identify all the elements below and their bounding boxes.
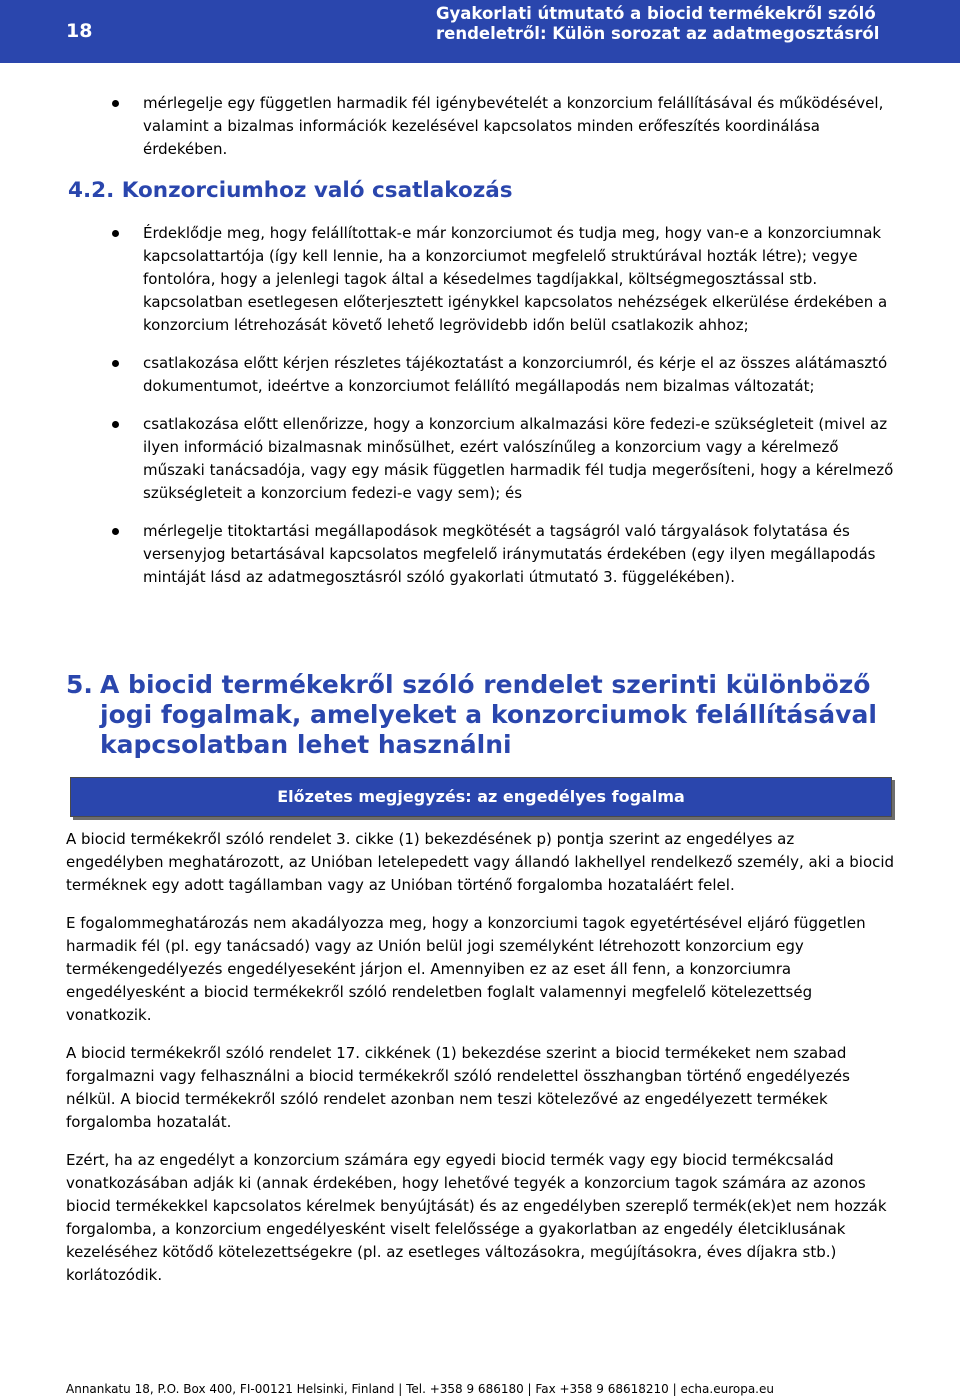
body-text [66,828,896,1302]
paragraph: E fogalommeghatározás nem akadályozza meg, hogy a konzorciumi tagok egyetértésével eljáró független harmadik fél (pl. egy tanácsadó) vagy az Unión belül jogi személyként létrehozott konzorcium egy termékengedélyezés engedélyeseként járjon el. Amennyiben ez az eset áll fenn, a konzorciumra engedélyesként a biocid termékekről szóló rendeletben foglalt valamennyi megfelelő kötelezettség vonatkozik. [66,914,866,1024]
section-title-line: A biocid termékekről szóló rendelet szerinti különböző [100,670,871,699]
page-header [0,0,960,63]
paragraph: A biocid termékekről szóló rendelet 3. cikke (1) bekezdésének p) pontja szerint az engedélyes az engedélyben meghatározott, az Unióban letelepedett vagy állandó lakhellyel rendelkező személy, aki a biocid terméknek egy adott tagállamban vagy az Unióban történő forgalomba hozataláért felel. [66,830,895,894]
document-title-line: Gyakorlati útmutató a biocid termékekről szóló [436,4,876,23]
section-heading [66,670,916,760]
subsection-bullet-list [143,222,898,604]
page-footer: Annankatu 18, P.O. Box 400, FI-00121 Helsinki, Finland | Tel. +358 9 686180 | Fax +358 9 68618210 | echa.europa.eu [66,1382,774,1396]
bullet-item: mérlegelje titoktartási megállapodások megkötését a tagságról való tárgyalások folytatása és versenyjog betartásával kapcsolatos megfelelő iránymutatás érdekében (egy ilyen megállapodás mintáját lásd az adatmegosztásról szóló gyakorlati útmutató 3. függelékében). [143,520,898,589]
note-box [70,777,892,817]
bullet-item: mérlegelje egy független harmadik fél igénybevételét a konzorcium felállításával és működésével, valamint a bizalmas információk kezelésével kapcsolatos minden erőfeszítés koordinálása érdekében. [143,92,898,161]
subsection-heading: 4.2. Konzorciumhoz való csatlakozás [68,178,513,203]
page-number: 18 [66,20,93,42]
paragraph: A biocid termékekről szóló rendelet 17. cikkének (1) bekezdése szerint a biocid termékeket nem szabad forgalmazni vagy felhasználni a biocid termékekről szóló rendelettel összhangban történő engedélyezés nélkül. A biocid termékekről szóló rendelet azonban nem teszi kötelezővé az engedélyezett termékek forgalomba hozatalát. [66,1044,850,1131]
document-title [436,4,936,44]
bullet-item: csatlakozása előtt ellenőrizze, hogy a konzorcium alkalmazási köre fedezi-e szükségleteit (mivel az ilyen információ bizalmasnak minősülhet, ezért valószínűleg a konzorcium vagy a kérelmező műszaki tanácsadója, vagy egy másik független harmadik fél tudja megerősíteni, hogy a kérelmező szükségleteit a konzorcium fedezi-e vagy sem); és [143,413,898,505]
paragraph: Ezért, ha az engedélyt a konzorcium számára egy egyedi biocid termék vagy egy biocid termékcsalád vonatkozásában adják ki (annak érdekében, hogy lehetővé tegyék a konzorcium tagok számára az azonos biocid termékekkel kapcsolatos kérelmek benyújtását) és az engedélyben szereplő termék(ek)et nem hozzák forgalomba, a konzorcium engedélyesként viselt felelőssége a gyakorlatban az engedély életciklusának kezeléséhez kötődő kötelezettségekre (pl. az esetleges változásokra, megújításokra, éves díjakra stb.) korlátozódik. [66,1151,887,1284]
bullet-item: csatlakozása előtt kérjen részletes tájékoztatást a konzorciumról, és kérje el az összes alátámasztó dokumentumot, ideértve a konzorciumot felállító megállapodás nem bizalmas változatát; [143,352,898,398]
note-box-title: Előzetes megjegyzés: az engedélyes fogalma [277,787,685,806]
section-title-line: kapcsolatban lehet használni [100,730,512,759]
section-title-line: jogi fogalmak, amelyeket a konzorciumok felállításával [100,700,877,729]
section-number: 5. [66,670,93,699]
document-title-line: rendeletről: Külön sorozat az adatmegosztásról [436,24,880,43]
top-bullet-list [143,92,898,161]
bullet-item: Érdeklődje meg, hogy felállítottak-e már konzorciumot és tudja meg, hogy van-e a konzorciumnak kapcsolattartója (így kell lennie, ha a konzorciumot megfelelő struktúrával hozták létre); vegye fontolóra, hogy a jelenlegi tagok által a késedelmes tagdíjakkal, költségmegosztással stb. kapcsolatban esetlegesen előterjesztett igénykkel kapcsolatos nehézségek elkerülése érdekében a konzorcium létrehozását követő lehető legrövidebb időn belül csatlakozik ahhoz; [143,222,898,337]
section-title [100,670,916,760]
